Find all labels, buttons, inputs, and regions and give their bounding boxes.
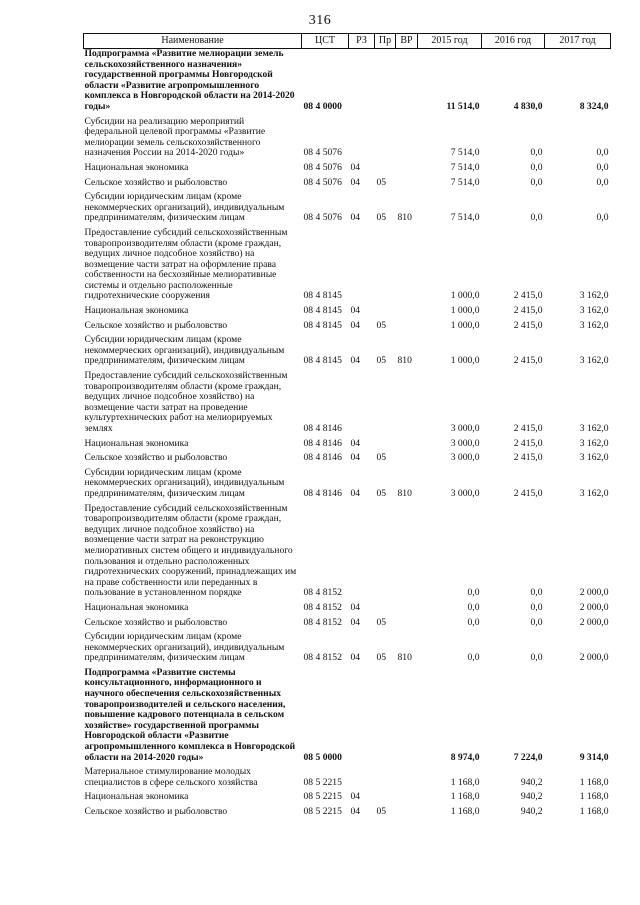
- row-2015-cell: 11 514,0: [446, 100, 480, 112]
- row-2016-cell: 2 415,0: [513, 319, 543, 331]
- row-vr-cell: 810: [397, 487, 412, 499]
- row-2016-cell: 2 415,0: [513, 290, 543, 302]
- row-2016-cell: 2 415,0: [513, 452, 543, 464]
- row-2017-cell: 3 162,0: [579, 305, 609, 317]
- row-pr-cell: 05: [376, 319, 387, 331]
- table-row: [84, 504, 611, 603]
- row-name-cell: Субсидии на реализацию мероприятий федеральной целевой программы «Развитие мелиорации земель сельскохозяйственного назначения России на 2014-2020 годы»: [84, 115, 266, 159]
- row-vr-cell: [396, 618, 418, 633]
- row-2017-cell: 3 162,0: [579, 355, 609, 367]
- row-2016-cell: 2 415,0: [513, 437, 543, 449]
- row-rz-cell: 04: [350, 319, 361, 331]
- row-rz-cell: 04: [350, 487, 361, 499]
- row-vr-cell: [396, 163, 418, 178]
- row-2017-cell: 3 162,0: [579, 290, 609, 302]
- row-2017-cell: 1 168,0: [579, 806, 609, 817]
- row-pr-cell: [375, 439, 396, 454]
- row-vr-cell: [396, 228, 418, 306]
- table-row: [84, 603, 611, 618]
- row-2015-cell: 1 000,0: [450, 319, 480, 331]
- row-2015-cell: 1 168,0: [450, 806, 480, 817]
- table-row: [84, 807, 611, 822]
- row-cst-cell: 08 4 8146: [303, 487, 342, 499]
- row-cst-cell: 08 4 8146: [303, 437, 342, 449]
- header-rz: РЗ: [349, 34, 375, 49]
- row-pr-cell: [375, 49, 396, 117]
- row-rz-cell: 04: [350, 652, 361, 664]
- table-row: [84, 767, 611, 792]
- row-rz-cell: 04: [350, 161, 361, 173]
- row-2015-cell: 1 168,0: [450, 791, 480, 803]
- row-rz-cell: [349, 117, 375, 163]
- row-pr-cell: [375, 228, 396, 306]
- row-cst-cell: 08 4 0000: [303, 100, 342, 112]
- header-pr: Пр: [375, 34, 396, 49]
- row-2017-cell: 2 000,0: [579, 616, 609, 628]
- row-cst-cell: 08 4 5076: [303, 147, 342, 159]
- row-2015-cell: 7 514,0: [450, 161, 480, 173]
- header-name: Наименование: [84, 34, 302, 49]
- header-2017: 2017 год: [545, 34, 611, 49]
- row-vr-cell: [396, 371, 418, 439]
- row-2016-cell: 0,0: [530, 147, 543, 159]
- row-name-cell: Сельское хозяйство и рыболовство: [84, 176, 228, 188]
- row-cst-cell: 08 4 8152: [303, 601, 342, 613]
- row-vr-cell: [396, 49, 418, 117]
- row-rz-cell: [349, 228, 375, 306]
- row-2015-cell: 0,0: [467, 587, 480, 599]
- header-vr: ВР: [396, 34, 418, 49]
- row-pr-cell: [375, 792, 396, 807]
- row-rz-cell: 04: [350, 452, 361, 464]
- row-2016-cell: 0,0: [530, 587, 543, 599]
- row-pr-cell: [375, 163, 396, 178]
- row-2016-cell: 0,0: [530, 616, 543, 628]
- table-row: [84, 117, 611, 163]
- row-cst-cell: 08 4 8146: [303, 423, 342, 434]
- row-2016-cell: 7 224,0: [513, 751, 543, 763]
- row-rz-cell: [349, 371, 375, 439]
- row-vr-cell: [396, 306, 418, 321]
- row-2016-cell: 2 415,0: [513, 305, 543, 317]
- row-2015-cell: 3 000,0: [450, 423, 480, 434]
- row-name-cell: Подпрограмма «Развитие системы консультационного, информационного и научного обеспечения сельскохозяйственных товаропроизводителей и сельского населения, повышение кадрового потенциала в сельском хозяйстве» государственной программы Новгородской области «Развитие агропромышленного комплекса в Новгородской области на 2014-2020 годы»: [84, 666, 296, 763]
- row-2017-cell: 2 000,0: [579, 587, 609, 599]
- table-row: [84, 632, 611, 668]
- header-cst: ЦСТ: [302, 34, 349, 49]
- row-name-cell: Предоставление субсидий сельскохозяйственным товаропроизводителям области (кроме граждан, ведущих личное подсобное хозяйство) на возмещение части затрат на проведение культуртехнических работ на мелиорируемых землях: [84, 370, 288, 434]
- row-pr-cell: [375, 668, 396, 767]
- row-pr-cell: [375, 371, 396, 439]
- row-vr-cell: 810: [397, 355, 412, 367]
- row-name-cell: Национальная экономика: [84, 305, 189, 317]
- row-cst-cell: 08 4 8145: [303, 305, 342, 317]
- row-cst-cell: 08 4 8145: [303, 355, 342, 367]
- row-2016-cell: 0,0: [530, 652, 543, 664]
- row-rz-cell: 04: [350, 616, 361, 628]
- row-2017-cell: 0,0: [596, 161, 609, 173]
- row-vr-cell: [396, 504, 418, 603]
- row-vr-cell: [396, 439, 418, 454]
- row-name-cell: Субсидии юридическим лицам (кроме некоммерческих организаций), индивидуальным предпринимателям, физическим лицам: [84, 191, 285, 224]
- row-vr-cell: [396, 321, 418, 336]
- row-name-cell: Сельское хозяйство и рыболовство: [84, 452, 228, 464]
- row-2017-cell: 0,0: [596, 212, 609, 224]
- row-cst-cell: 08 4 8152: [303, 652, 342, 664]
- row-2015-cell: 3 000,0: [450, 452, 480, 464]
- row-pr-cell: 05: [376, 176, 387, 188]
- row-2016-cell: 0,0: [530, 161, 543, 173]
- row-name-cell: Сельское хозяйство и рыболовство: [84, 806, 228, 817]
- row-2016-cell: 940,2: [520, 806, 543, 817]
- row-rz-cell: [349, 767, 375, 792]
- table-row: [84, 371, 611, 439]
- row-pr-cell: 05: [376, 616, 387, 628]
- row-2015-cell: 3 000,0: [450, 487, 480, 499]
- row-rz-cell: 04: [350, 355, 361, 367]
- row-2017-cell: 1 168,0: [579, 791, 609, 803]
- row-2015-cell: 1 000,0: [450, 290, 480, 302]
- row-cst-cell: 08 4 5076: [303, 212, 342, 224]
- table-row: [84, 321, 611, 336]
- row-cst-cell: 08 4 5076: [303, 176, 342, 188]
- row-rz-cell: 04: [350, 437, 361, 449]
- row-name-cell: Национальная экономика: [84, 791, 189, 803]
- row-2016-cell: 940,2: [520, 776, 543, 788]
- row-pr-cell: 05: [376, 452, 387, 464]
- table-row: [84, 163, 611, 178]
- table-row: [84, 453, 611, 468]
- row-2015-cell: 3 000,0: [450, 437, 480, 449]
- row-2017-cell: 2 000,0: [579, 652, 609, 664]
- table-row: [84, 468, 611, 504]
- row-cst-cell: 08 4 8152: [303, 616, 342, 628]
- row-vr-cell: 810: [397, 212, 412, 224]
- header-2016: 2016 год: [482, 34, 545, 49]
- row-name-cell: Материальное стимулирование молодых специалистов в сфере сельского хозяйства: [84, 766, 258, 788]
- page-number: 316: [308, 13, 332, 28]
- row-cst-cell: 08 5 2215: [303, 806, 342, 817]
- row-2016-cell: 2 415,0: [513, 423, 543, 434]
- row-name-cell: Субсидии юридическим лицам (кроме некоммерческих организаций), индивидуальным предпринимателям, физическим лицам: [84, 334, 285, 367]
- row-pr-cell: 05: [376, 212, 387, 224]
- table-row: [84, 49, 611, 117]
- row-2016-cell: 2 415,0: [513, 355, 543, 367]
- row-2015-cell: 7 514,0: [450, 212, 480, 224]
- row-2017-cell: 3 162,0: [579, 423, 609, 434]
- row-rz-cell: 04: [350, 601, 361, 613]
- row-2015-cell: 1 168,0: [450, 776, 480, 788]
- row-2017-cell: 9 314,0: [579, 751, 609, 763]
- row-pr-cell: [375, 504, 396, 603]
- table-row: [84, 618, 611, 633]
- row-rz-cell: [349, 504, 375, 603]
- table-row: [84, 178, 611, 193]
- table-row: [84, 439, 611, 454]
- row-name-cell: Субсидии юридическим лицам (кроме некоммерческих организаций), индивидуальным предпринимателям, физическим лицам: [84, 631, 285, 664]
- row-cst-cell: 08 4 8145: [303, 290, 342, 302]
- row-2016-cell: 4 830,0: [513, 100, 543, 112]
- row-cst-cell: 08 5 0000: [303, 751, 342, 763]
- row-vr-cell: [396, 603, 418, 618]
- row-rz-cell: [349, 49, 375, 117]
- row-2016-cell: 0,0: [530, 601, 543, 613]
- row-name-cell: Предоставление субсидий сельскохозяйственным товаропроизводителям области (кроме граждан, ведущих личное подсобное хозяйство) на возмещение части затрат на оформление права собственности на бесхозяйные мелиоративные системы и отдельно расположенные гидротехнические сооружения: [84, 226, 288, 302]
- row-2017-cell: 3 162,0: [579, 437, 609, 449]
- row-2016-cell: 940,2: [520, 791, 543, 803]
- row-2017-cell: 8 324,0: [579, 100, 609, 112]
- row-pr-cell: 05: [376, 652, 387, 664]
- row-pr-cell: [375, 306, 396, 321]
- row-2016-cell: 0,0: [530, 212, 543, 224]
- row-vr-cell: [396, 792, 418, 807]
- row-2017-cell: 3 162,0: [579, 319, 609, 331]
- row-name-cell: Сельское хозяйство и рыболовство: [84, 616, 228, 628]
- row-2017-cell: 0,0: [596, 147, 609, 159]
- row-rz-cell: 04: [350, 305, 361, 317]
- row-pr-cell: [375, 603, 396, 618]
- row-pr-cell: 05: [376, 355, 387, 367]
- row-2015-cell: 8 974,0: [450, 751, 480, 763]
- row-rz-cell: [349, 668, 375, 767]
- row-pr-cell: 05: [376, 487, 387, 499]
- row-vr-cell: [396, 668, 418, 767]
- row-rz-cell: 04: [350, 806, 361, 817]
- header-2015: 2015 год: [418, 34, 482, 49]
- table-header-row: [84, 34, 611, 49]
- table-row: [84, 792, 611, 807]
- row-cst-cell: 08 5 2215: [303, 791, 342, 803]
- row-cst-cell: 08 4 8152: [303, 587, 342, 599]
- row-2015-cell: 1 000,0: [450, 305, 480, 317]
- row-vr-cell: [396, 807, 418, 822]
- row-cst-cell: 08 4 8146: [303, 452, 342, 464]
- row-2017-cell: 0,0: [596, 176, 609, 188]
- row-2015-cell: 1 000,0: [450, 355, 480, 367]
- row-cst-cell: 08 4 8145: [303, 319, 342, 331]
- row-vr-cell: [396, 453, 418, 468]
- row-name-cell: Сельское хозяйство и рыболовство: [84, 319, 228, 331]
- table-row: [84, 192, 611, 228]
- row-2015-cell: 0,0: [467, 616, 480, 628]
- row-name-cell: Субсидии юридическим лицам (кроме некоммерческих организаций), индивидуальным предпринимателям, физическим лицам: [84, 466, 285, 499]
- row-pr-cell: [375, 117, 396, 163]
- row-pr-cell: [375, 767, 396, 792]
- row-name-cell: Национальная экономика: [84, 601, 189, 613]
- row-rz-cell: 04: [350, 791, 361, 803]
- row-rz-cell: 04: [350, 176, 361, 188]
- row-2015-cell: 7 514,0: [450, 147, 480, 159]
- row-name-cell: Подпрограмма «Развитие мелиорации земель сельскохозяйственного назначения» государственной программы Новгородской области «Развитие агропромышленного комплекса в Новгородской области на 2014-2020 годы»: [84, 48, 295, 112]
- row-2015-cell: 7 514,0: [450, 176, 480, 188]
- row-2015-cell: 0,0: [467, 652, 480, 664]
- row-2017-cell: 3 162,0: [579, 452, 609, 464]
- table-body: [84, 49, 611, 822]
- table-row: [84, 668, 611, 767]
- row-2017-cell: 3 162,0: [579, 487, 609, 499]
- row-name-cell: Предоставление субсидий сельскохозяйственным товаропроизводителям области (кроме граждан, ведущих личное подсобное хозяйство) на возмещение части затрат на реконструкцию мелиоративных систем общего и индивидуального пользования и отдельно расположенных гидротехнических сооружений, принадлежащих им на праве собственности или переданных в пользование в установленном порядке: [84, 502, 297, 599]
- row-2017-cell: 1 168,0: [579, 776, 609, 788]
- table-row: [84, 335, 611, 371]
- row-pr-cell: 05: [376, 806, 387, 817]
- row-2015-cell: 0,0: [467, 601, 480, 613]
- row-2016-cell: 2 415,0: [513, 487, 543, 499]
- row-name-cell: Национальная экономика: [84, 161, 189, 173]
- row-2016-cell: 0,0: [530, 176, 543, 188]
- row-cst-cell: 08 4 5076: [303, 161, 342, 173]
- table-row: [84, 228, 611, 306]
- row-vr-cell: [396, 178, 418, 193]
- row-rz-cell: 04: [350, 212, 361, 224]
- row-vr-cell: [396, 117, 418, 163]
- row-vr-cell: 810: [397, 652, 412, 664]
- row-name-cell: Национальная экономика: [84, 437, 189, 449]
- budget-table: [83, 33, 611, 822]
- row-cst-cell: 08 5 2215: [303, 776, 342, 788]
- table-row: [84, 306, 611, 321]
- row-vr-cell: [396, 767, 418, 792]
- row-2017-cell: 2 000,0: [579, 601, 609, 613]
